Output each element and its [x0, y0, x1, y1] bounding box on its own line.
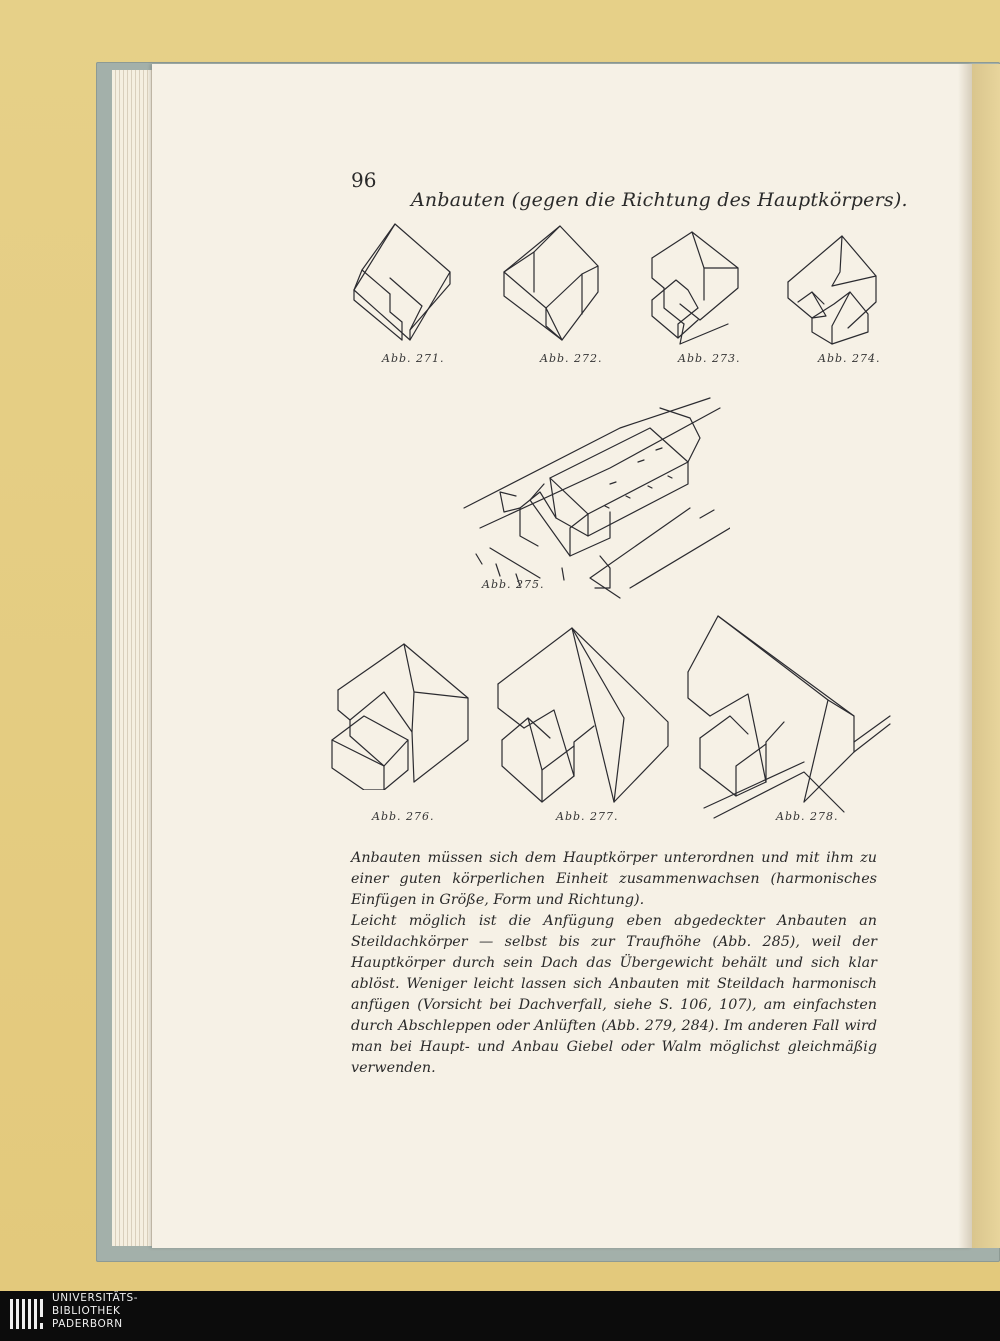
figure-277-drawing — [494, 626, 670, 804]
library-logo-icon — [10, 1297, 44, 1337]
figure-271-drawing — [350, 222, 460, 344]
body-text — [351, 848, 877, 1079]
library-name-line-3: PADERBORN — [52, 1318, 123, 1330]
figure-273-caption: Abb. 273. — [678, 352, 741, 365]
page-number: 96 — [351, 168, 377, 192]
page-gutter — [958, 64, 972, 1248]
figure-276-caption: Abb. 276. — [372, 810, 435, 823]
figure-278-drawing — [684, 612, 892, 822]
figure-272-caption: Abb. 272. — [540, 352, 603, 365]
figure-275-drawing — [460, 388, 730, 600]
figure-274-caption: Abb. 274. — [818, 352, 881, 365]
figure-273-drawing — [648, 228, 742, 348]
figure-271-caption: Abb. 271. — [382, 352, 445, 365]
page-title: Anbauten (gegen die Richtung des Hauptkörpers). — [411, 189, 908, 211]
figure-274-drawing — [784, 232, 880, 346]
paragraph-1: Anbauten müssen sich dem Hauptkörper unterordnen und mit ihm zu einer guten körperlichen Einheit zusammenwachsen (harmonisches Einfügen in Größe, Form und Richtung). — [351, 850, 877, 908]
library-name-line-2: BIBLIOTHEK — [52, 1305, 121, 1317]
figure-277-caption: Abb. 277. — [556, 810, 619, 823]
facing-page-edge — [972, 64, 1000, 1248]
figure-278-caption: Abb. 278. — [776, 810, 839, 823]
paragraph-2: Leicht möglich ist die Anfügung eben abgedeckter Anbauten an Steildachkörper — selbst bis zur Traufhöhe (Abb. 285), weil der Hauptkörper durch sein Dach das Übergewicht behält und sich klar ablöst. Weniger leicht lassen sich Anbauten mit Steildach harmonisch anfügen (Vorsicht bei Dachverfall, siehe S. 106, 107), am einfachsten durch Abschleppen oder Anlüften (Abb. 279, 284). Im anderen Fall wird man bei Haupt- und Anbau Giebel oder Walm möglichst gleichmäßig verwenden. — [351, 913, 877, 1076]
library-footer — [0, 1291, 1000, 1341]
figure-272-drawing — [498, 222, 606, 344]
library-name-line-1: UNIVERSITÄTS- — [52, 1292, 139, 1304]
figure-276-drawing — [328, 640, 472, 790]
figure-275-caption: Abb. 275. — [482, 578, 545, 591]
